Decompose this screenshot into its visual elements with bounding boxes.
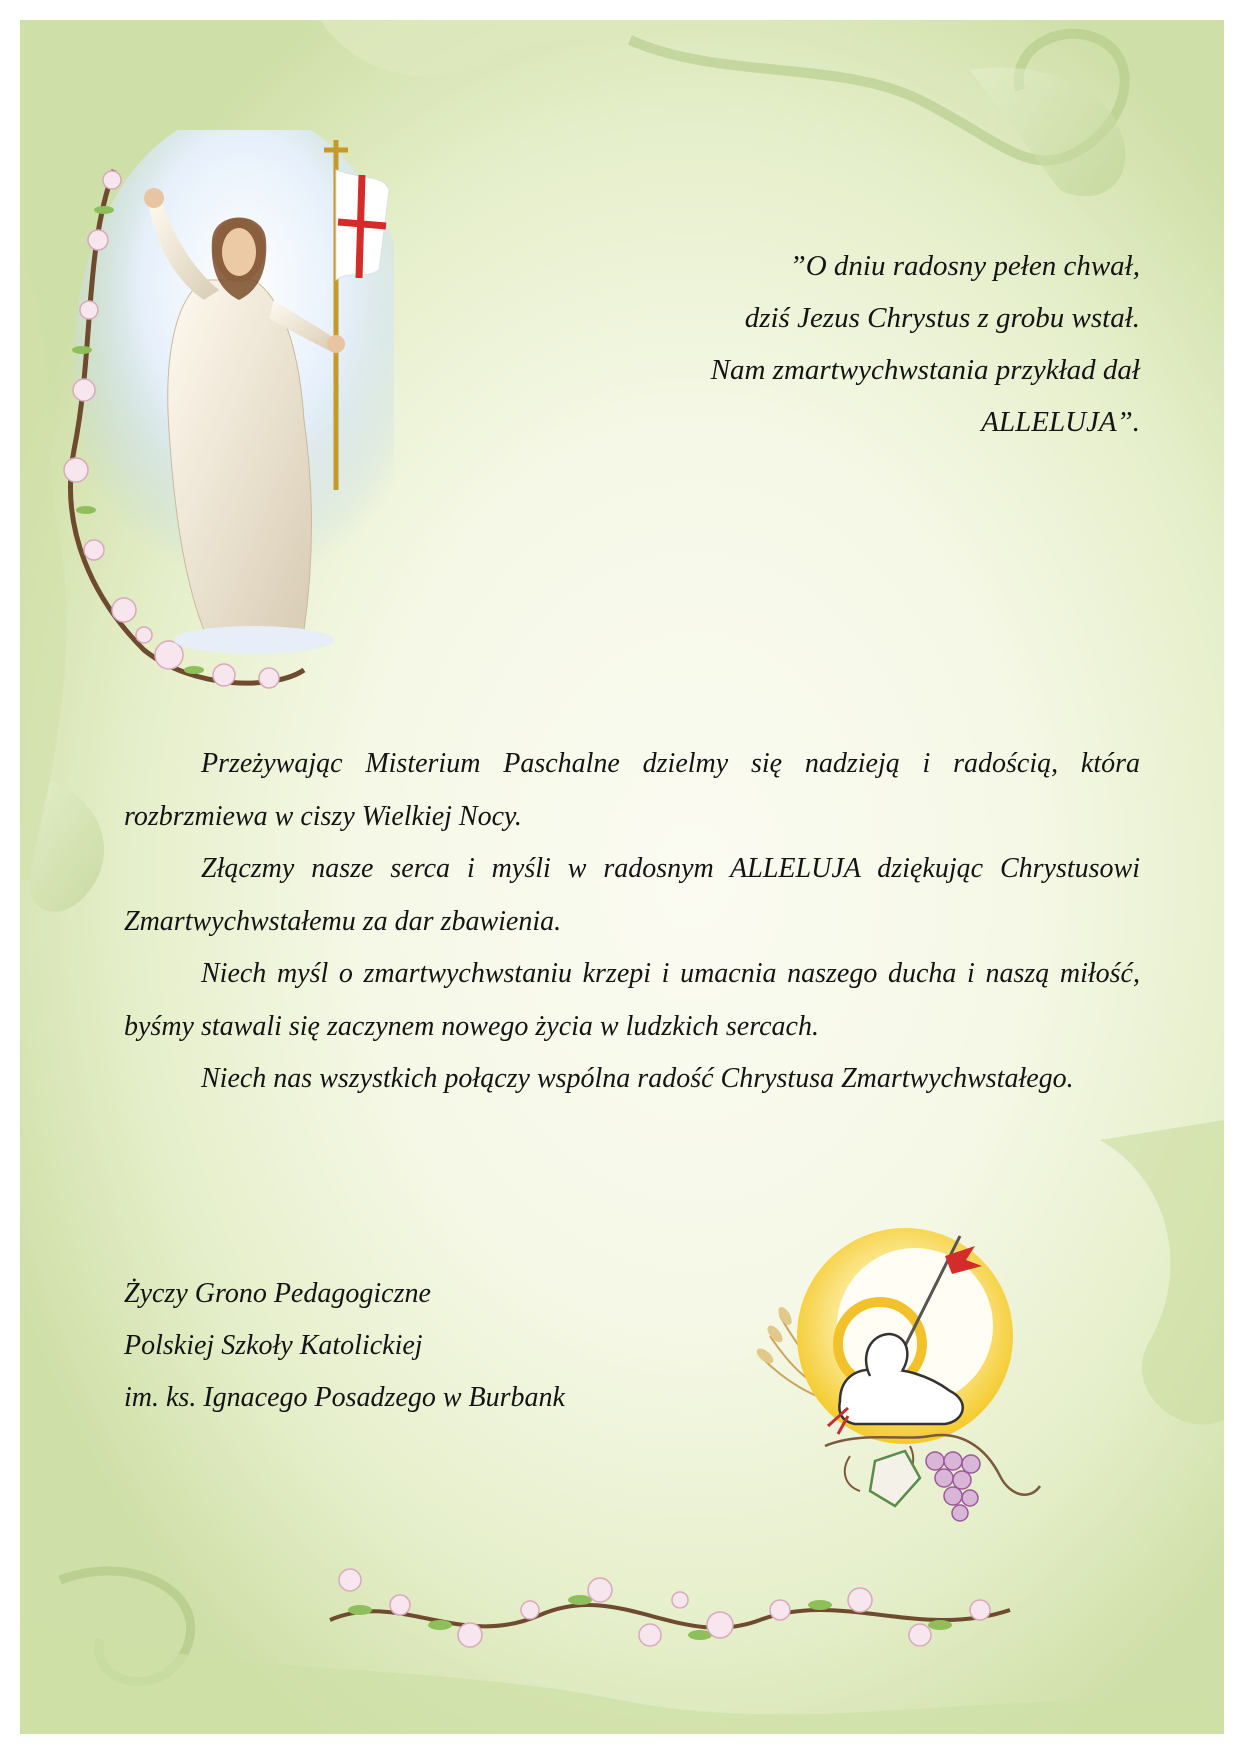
body-paragraph-2: Złączmy nasze serca i myśli w radosnym ALLELUJA dziękując Chrystusowi Zmartwychwstałemu za dar zbawienia.: [124, 853, 1140, 937]
easter-greeting-page: [20, 20, 1224, 1734]
verse-line-1: ”O dniu radosny pełen chwał,: [789, 250, 1140, 282]
signature-line-2: Polskiej Szkoły Katolickiej: [124, 1330, 423, 1361]
easter-verse: [500, 240, 1140, 448]
flower-garland-decoration: [320, 1540, 1020, 1690]
verse-line-3: Nam zmartwychwstania przykład dał: [710, 354, 1140, 386]
body-paragraph-4: Niech nas wszystkich połączy wspólna radość Chrystusa Zmartwychwstałego.: [201, 1063, 1074, 1094]
paschal-lamb-emblem: [730, 1216, 1070, 1546]
signature-line-1: Życzy Grono Pedagogiczne: [124, 1278, 431, 1309]
greeting-body: [124, 738, 1140, 1106]
body-paragraph-1: Przeżywając Misterium Paschalne dzielmy się nadzieją i radością, która rozbrzmiewa w ciszy Wielkiej Nocy.: [124, 748, 1140, 832]
verse-line-4: ALLELUJA”.: [981, 406, 1140, 438]
verse-line-2: dziś Jezus Chrystus z grobu wstał.: [744, 302, 1140, 334]
risen-christ-illustration: [54, 130, 394, 710]
signature-line-3: im. ks. Ignacego Posadzego w Burbank: [124, 1382, 565, 1413]
body-paragraph-3: Niech myśl o zmartwychwstaniu krzepi i umacnia naszego ducha i naszą miłość, byśmy stawali się zaczynem nowego życia w ludzkich sercach.: [124, 958, 1140, 1042]
signature-block: [124, 1268, 565, 1424]
